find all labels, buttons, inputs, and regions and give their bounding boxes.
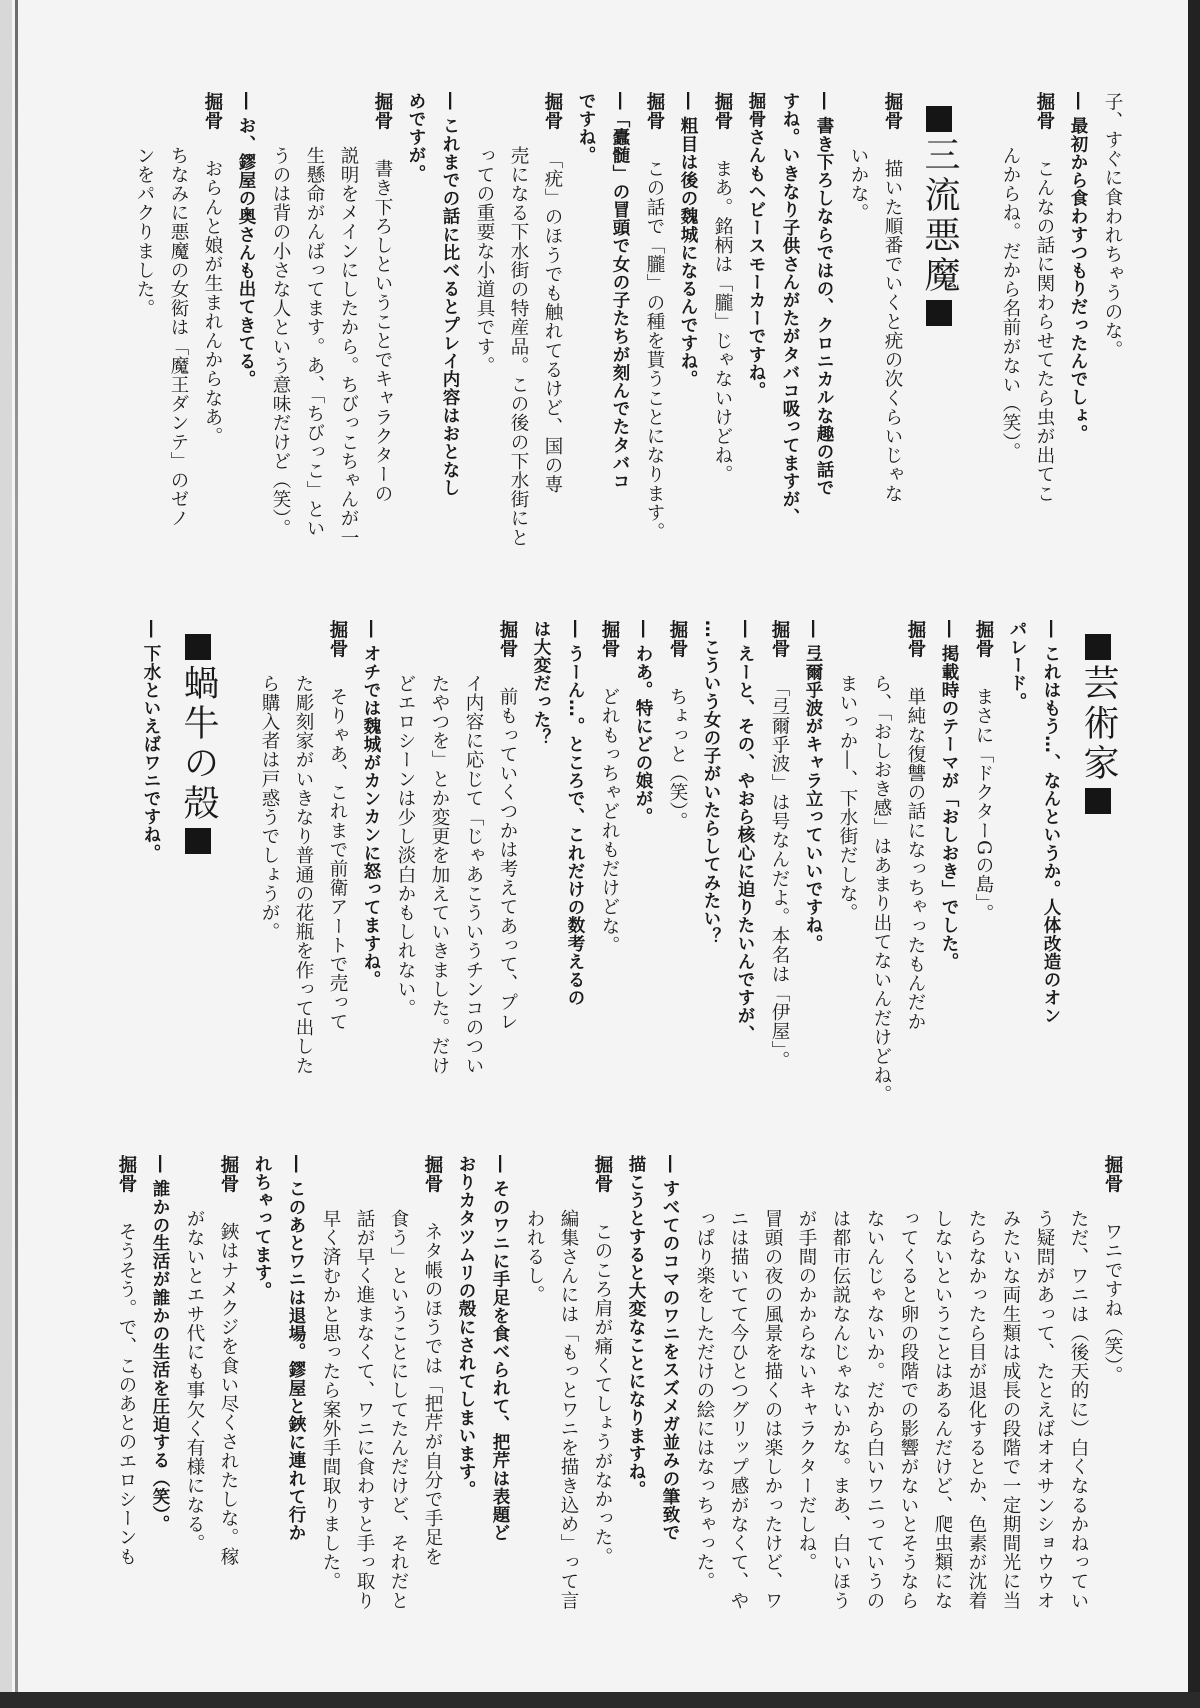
speaker-text: まさに「ドクターGの島」。 bbox=[973, 668, 994, 923]
section-heading-text: 三流悪魔 bbox=[919, 136, 960, 296]
interviewer-line bbox=[620, 1155, 651, 1499]
text-line bbox=[960, 1155, 991, 1610]
speaker-line bbox=[1096, 1155, 1127, 1385]
interviewer-line bbox=[570, 92, 601, 164]
text-line bbox=[865, 620, 896, 1104]
speaker-line bbox=[638, 92, 669, 541]
interviewer-line bbox=[1035, 620, 1066, 1025]
text-tier-middle bbox=[107, 620, 1127, 1140]
heading-square-icon bbox=[185, 634, 211, 660]
speaker-name: 掘骨 bbox=[1034, 92, 1055, 131]
speaker-line bbox=[366, 92, 397, 503]
text-line-content: みたいな両生類は成長の段階で一定期間光に当 bbox=[1000, 1209, 1021, 1611]
text-line-content: ンをパクりました。 bbox=[134, 146, 155, 318]
text-line bbox=[264, 92, 295, 538]
text-line bbox=[552, 1155, 583, 1610]
speaker-text: 書き下ろしということでキャラクターの bbox=[372, 140, 393, 504]
interviewer-text: ― すべてのコマのワニをスズメガ並みの筆致で bbox=[660, 1155, 680, 1542]
speaker-text: このころ肩が痛くてしょうがなかった。 bbox=[592, 1203, 613, 1567]
text-line-content: っぱり楽をしただけの絵にはなっちゃった。 bbox=[694, 1209, 715, 1591]
speaker-line bbox=[491, 620, 522, 1031]
interviewer-line bbox=[672, 92, 703, 388]
text-line-content: ってくると卵の段階での影響がないとそうなら bbox=[898, 1209, 919, 1611]
interviewer-line bbox=[144, 1155, 175, 1533]
interviewer-line bbox=[484, 1155, 515, 1542]
interviewer-line bbox=[280, 1155, 311, 1542]
text-line bbox=[178, 1155, 209, 1553]
text-line-content: っての重要な小道具です。 bbox=[474, 146, 495, 376]
heading-square-icon bbox=[926, 300, 952, 326]
speaker-text: こんなの話に関わらせてたら虫が出てこ bbox=[1034, 140, 1055, 504]
text-line bbox=[468, 92, 499, 375]
speaker-line bbox=[416, 1155, 447, 1566]
interviewer-text: ― うーん…。ところで、これだけの数考えるの bbox=[565, 620, 585, 1007]
text-line bbox=[926, 1155, 957, 1610]
interviewer-text: ― 書き下ろしならではの、クロニカルな趣の話で bbox=[814, 92, 834, 497]
text-line bbox=[831, 620, 862, 922]
text-line bbox=[842, 92, 873, 222]
interviewer-line bbox=[450, 1155, 481, 1499]
speaker-name: 掘骨 bbox=[422, 1155, 443, 1194]
speaker-text: そうそう。で、このあとのエロシーンも bbox=[116, 1203, 137, 1567]
text-tier-bottom bbox=[107, 1155, 1127, 1680]
text-line bbox=[1028, 1155, 1059, 1610]
interviewer-line bbox=[808, 92, 839, 497]
speaker-line bbox=[763, 620, 794, 1070]
speaker-name: 掘骨 bbox=[202, 92, 223, 131]
text-line-content: が手間のかからないキャラクターだしね。 bbox=[796, 1209, 817, 1572]
text-line-content: われるし。 bbox=[524, 1209, 545, 1305]
interviewer-line bbox=[434, 92, 465, 497]
text-line-content: 冒頭の夜の風景を描くのは楽しかったけど、ワ bbox=[762, 1209, 783, 1611]
speaker-line bbox=[586, 1155, 617, 1566]
text-line-content: ないんじゃないか。だから白いワニっていうの bbox=[864, 1209, 885, 1611]
speaker-line bbox=[899, 620, 930, 1031]
text-line-content: どエロシーンは少し淡白かもしれない。 bbox=[395, 674, 416, 1018]
text-line bbox=[722, 1155, 753, 1610]
text-line bbox=[502, 92, 533, 547]
page-edge-right bbox=[1188, 0, 1200, 1708]
section-heading-text: 蝸牛の殻 bbox=[178, 664, 219, 824]
text-line-content: 早く済むかと思ったら案外手間取りました。 bbox=[320, 1209, 341, 1591]
section-heading-text: 芸術家 bbox=[1078, 664, 1119, 784]
interviewer-text: ― そのワニに手足を食べられて、把芹は表題ど bbox=[490, 1155, 510, 1542]
speaker-name: 掘骨 bbox=[973, 620, 994, 659]
speaker-line bbox=[321, 620, 352, 1031]
speaker-text: 鋏はナメクジを食い尽くされたしな。稼 bbox=[218, 1203, 239, 1567]
interviewer-text: すね。いきなり子供さんがたがタバコ吸ってますが、 bbox=[780, 92, 800, 527]
text-line bbox=[253, 620, 284, 941]
interviewer-text: …こういう女の子がいたらしてみたい？ bbox=[701, 620, 721, 946]
text-line-content: たやつを」とか変更を加えていきました。だけ bbox=[429, 674, 450, 1076]
speaker-line bbox=[212, 1155, 243, 1566]
interviewer-text: ― 掲載時のテーマが「おしおき」でした。 bbox=[939, 620, 959, 971]
text-line bbox=[287, 620, 318, 1075]
interviewer-text: ― このあとワニは退場。鏐屋と鋏に連れて行か bbox=[286, 1155, 306, 1542]
text-tier-top bbox=[107, 92, 1127, 602]
text-line bbox=[162, 92, 193, 528]
speaker-text: 前もっていくつかは考えてあって、プレ bbox=[497, 668, 518, 1032]
speaker-text: ネタ帳のほうでは「把芹が自分で手足を bbox=[422, 1203, 443, 1567]
text-line bbox=[892, 1155, 923, 1610]
text-line-content: しないということはあるんだけど、爬虫類にな bbox=[932, 1209, 953, 1611]
speaker-name: 掘骨 bbox=[712, 92, 733, 131]
speaker-text: 「疣」のほうでも触れてるけど、国の専 bbox=[542, 140, 563, 494]
interviewer-line bbox=[230, 92, 261, 388]
interviewer-line bbox=[774, 92, 805, 526]
speaker-name: 掘骨 bbox=[372, 92, 393, 131]
interviewer-line bbox=[1062, 92, 1093, 443]
text-line bbox=[332, 92, 363, 547]
speaker-name: 掘骨 bbox=[542, 92, 563, 131]
speaker-name: 掘骨 bbox=[905, 620, 926, 659]
text-line bbox=[994, 1155, 1025, 1610]
speaker-name: 掘骨 bbox=[497, 620, 518, 659]
interviewer-text: ― 下水といえばワニですね。 bbox=[141, 620, 161, 862]
interviewer-line bbox=[933, 620, 964, 971]
interviewer-text: は大変だった？ bbox=[531, 620, 551, 747]
interviewer-text: おりカタツムリの殻にされてしまいます。 bbox=[456, 1155, 476, 1499]
text-line-content: ら購入者は戸惑うでしょうが。 bbox=[259, 674, 280, 942]
interviewer-text: ―「蠹髄」の冒頭で女の子たちが刻んでたタバコ bbox=[610, 92, 630, 491]
text-line-content: がないとエサ代にも事欠く有様になる。 bbox=[184, 1209, 205, 1553]
interviewer-line bbox=[355, 620, 386, 989]
section-heading bbox=[175, 620, 221, 858]
text-line bbox=[790, 1155, 821, 1572]
interviewer-line bbox=[654, 1155, 685, 1542]
speaker-line bbox=[661, 620, 692, 831]
speaker-text: ワニですね（笑）。 bbox=[1102, 1203, 1123, 1385]
text-line-content: 子、すぐに食われちゃうのな。 bbox=[1102, 92, 1123, 360]
interviewer-text: れちゃってます。 bbox=[252, 1155, 272, 1300]
speaker-text: ちょっと（笑）。 bbox=[667, 668, 688, 831]
interviewer-text: ― 最初から食わすつもりだったんでしょ。 bbox=[1068, 92, 1088, 443]
speaker-text: おらんと娘が生まれんからなあ。 bbox=[202, 140, 223, 446]
text-line bbox=[423, 620, 454, 1075]
text-line-content: んからね。だから名前がない（笑）。 bbox=[1000, 146, 1021, 462]
document-page bbox=[12, 0, 1190, 1708]
interviewer-text: ― わあ。特にどの娘が。 bbox=[633, 620, 653, 826]
speaker-text: そりゃあ、これまで前衛アートで売って bbox=[327, 668, 348, 1032]
interviewer-text: ― 粗目は後の魏城になるんですね。 bbox=[678, 92, 698, 389]
speaker-name: 掘骨 bbox=[667, 620, 688, 659]
interviewer-line bbox=[246, 1155, 277, 1300]
text-line-content: イ内容に応じて「じゃあこういうチンコのつい bbox=[463, 674, 484, 1076]
speaker-name: 掘骨 bbox=[882, 92, 903, 131]
text-line-content: 編集さんには「もっとワニを描き込め」って言 bbox=[558, 1209, 579, 1611]
speaker-line bbox=[706, 92, 737, 484]
interviewer-line bbox=[740, 92, 771, 400]
text-line bbox=[994, 92, 1025, 461]
speaker-line bbox=[110, 1155, 141, 1566]
heading-square-icon bbox=[1085, 788, 1111, 814]
speaker-name: 掘骨 bbox=[769, 620, 790, 659]
interviewer-text: ― 弖爾乎波がキャラ立っていいですね。 bbox=[803, 620, 823, 953]
text-line-content: は都市伝説なんじゃないかな。まあ、白いほう bbox=[830, 1209, 851, 1611]
speaker-name: 掘骨 bbox=[218, 1155, 239, 1194]
interviewer-line bbox=[559, 620, 590, 1007]
text-line bbox=[824, 1155, 855, 1610]
page-edge-bottom bbox=[0, 1692, 1200, 1708]
interviewer-line bbox=[135, 620, 166, 862]
interviewer-line bbox=[627, 620, 658, 826]
text-line-content: ニは描いてて今ひとつグリップ感がなくて、や bbox=[728, 1209, 749, 1611]
speaker-text: 単純な復讐の話になっちゃったもんだか bbox=[905, 668, 926, 1032]
interviewer-line bbox=[604, 92, 635, 490]
speaker-line bbox=[593, 620, 624, 955]
text-line bbox=[314, 1155, 345, 1591]
interviewer-text: めですが。 bbox=[406, 92, 426, 183]
text-line-content: ちなみに悪魔の女衒は「魔王ダンテ」のゼノ bbox=[168, 146, 189, 528]
speaker-line bbox=[876, 92, 907, 503]
text-line bbox=[348, 1155, 379, 1610]
speaker-name: 掘骨 bbox=[116, 1155, 137, 1194]
interviewer-line bbox=[1001, 620, 1032, 711]
text-line bbox=[1062, 1155, 1093, 1610]
text-line-content: た彫刻家がいきなり普通の花瓶を作って出した bbox=[293, 674, 314, 1076]
text-line-content: 食う」ということにしてたんだけど、それだと bbox=[388, 1209, 409, 1611]
speaker-name: 掘骨 bbox=[1102, 1155, 1123, 1194]
text-line bbox=[756, 1155, 787, 1610]
text-line-content: う疑問があって、たとえばオオサンショウウオ bbox=[1034, 1209, 1055, 1611]
text-line bbox=[858, 1155, 889, 1610]
section-heading bbox=[1075, 620, 1121, 818]
speaker-name: 掘骨 bbox=[644, 92, 665, 131]
interviewer-line bbox=[525, 620, 556, 747]
interviewer-text: ― えーと、その、やおら核心に迫りたいんですが、 bbox=[735, 620, 755, 1043]
text-line bbox=[1096, 92, 1127, 359]
text-line bbox=[128, 92, 159, 318]
text-line bbox=[382, 1155, 413, 1610]
speaker-line bbox=[536, 92, 567, 494]
interviewer-line bbox=[797, 620, 828, 953]
text-line bbox=[389, 620, 420, 1018]
text-line-content: たらなかったら目が退化するとか、色素が沈着 bbox=[966, 1209, 987, 1611]
section-heading bbox=[916, 92, 962, 330]
text-line-content: ら、「おしおき感」はあまり出てないんだけどね。 bbox=[871, 674, 892, 1105]
text-line bbox=[298, 92, 329, 538]
text-line-content: 売になる下水街の特産品。この後の下水街にと bbox=[508, 146, 529, 548]
heading-square-icon bbox=[185, 828, 211, 854]
text-line bbox=[457, 620, 488, 1075]
speaker-text: 「弖爾乎波」は号なんだよ。本名は「伊屋」。 bbox=[769, 668, 790, 1070]
text-line bbox=[518, 1155, 549, 1305]
text-line-content: 説明をメインにしたから。ちびっこちゃんが一 bbox=[338, 146, 359, 548]
heading-square-icon bbox=[926, 106, 952, 132]
interviewer-text: ― お、鏐屋の奥さんも出てきてる。 bbox=[236, 92, 256, 389]
text-line-content: 生懸命がんばってます。あ、「ちびっこ」とい bbox=[304, 146, 325, 538]
interviewer-text: ― 誰かの生活が誰かの生活を圧迫する（笑）。 bbox=[150, 1155, 170, 1534]
speaker-text: どれもっちゃどれもだけどな。 bbox=[599, 668, 620, 955]
text-line bbox=[688, 1155, 719, 1591]
speaker-line bbox=[967, 620, 998, 923]
interviewer-text: パレード。 bbox=[1007, 620, 1027, 711]
text-line-content: うのは背の小さな人という意味だけど（笑）。 bbox=[270, 146, 291, 538]
speaker-line bbox=[196, 92, 227, 446]
speaker-text: まあ。銘柄は「朧」じゃないけどね。 bbox=[712, 140, 733, 485]
text-line-content: いかな。 bbox=[848, 146, 869, 223]
heading-square-icon bbox=[1085, 634, 1111, 660]
interviewer-line bbox=[400, 92, 431, 183]
interviewer-text: ですね。 bbox=[576, 92, 596, 165]
interviewer-text: ― これはもう…、なんというか。人体改造のオン bbox=[1041, 620, 1061, 1025]
interviewer-text: 描こうとすると大変なことになりますね。 bbox=[626, 1155, 646, 1499]
interviewer-text: 掘骨さんもヘビースモーカーですね。 bbox=[746, 92, 766, 400]
speaker-line bbox=[1028, 92, 1059, 503]
interviewer-line bbox=[695, 620, 726, 946]
interviewer-text: ― これまでの話に比べるとプレイ内容はおとなし bbox=[440, 92, 460, 497]
text-line-content: 話が早く進まなくて、ワニに食わすと手っ取り bbox=[354, 1209, 375, 1611]
text-line-content: まいっか―、下水街だしな。 bbox=[837, 674, 858, 923]
interviewer-line bbox=[729, 620, 760, 1043]
speaker-text: 描いた順番でいくと疣の次くらいじゃな bbox=[882, 140, 903, 504]
speaker-name: 掘骨 bbox=[327, 620, 348, 659]
speaker-name: 掘骨 bbox=[599, 620, 620, 659]
interviewer-text: ― オチでは魏城がカンカンに怒ってますね。 bbox=[361, 620, 381, 989]
speaker-name: 掘骨 bbox=[592, 1155, 613, 1194]
page-crease bbox=[15, 0, 18, 1700]
speaker-text: この話で「朧」の種を貰うことになります。 bbox=[644, 140, 665, 542]
text-line-content: ただ、ワニは（後天的に）白くなるかねってい bbox=[1068, 1209, 1089, 1611]
